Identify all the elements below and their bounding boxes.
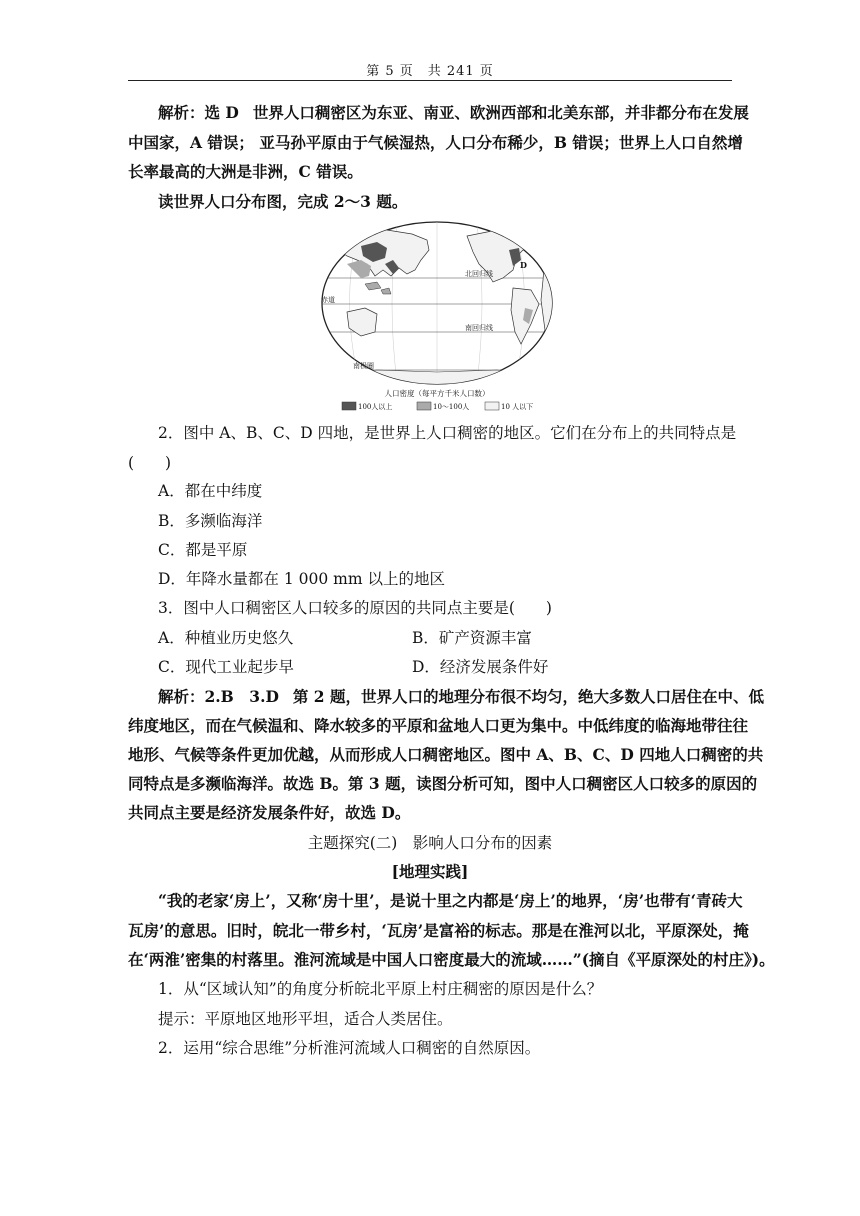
label-point-d: D xyxy=(520,260,527,270)
map-intro: 读世界人口分布图，完成 2～3 题。 xyxy=(158,192,408,211)
quote-line1: “我的老家‘房上’，又称‘房十里’，是说十里之内都是‘房上’的地界，‘房’也带有‘青砖大 xyxy=(158,891,743,910)
analysis2-line5: 共同点主要是经济发展条件好，故选 D。 xyxy=(128,803,411,822)
header-rule xyxy=(128,80,732,81)
label-tropic-south: 南回归线 xyxy=(465,324,493,332)
label-tropic-north: 北回归线 xyxy=(465,270,493,278)
analysis2-line2: 纬度地区，而在气候温和、降水较多的平原和盆地人口更为集中。中低纬度的临海地带往往 xyxy=(128,716,749,735)
analysis1-prefix: 解析：选 D xyxy=(158,103,239,122)
analysis1-line1 xyxy=(158,102,749,124)
q3-option-d: D．经济发展条件好 xyxy=(412,658,549,676)
analysis2-line1 xyxy=(158,686,764,708)
analysis2-text1: 第 2 题，世界人口的地理分布很不均匀，绝大多数人口居住在中、低 xyxy=(292,687,764,706)
label-equator: 赤道 xyxy=(321,296,335,304)
section-title: 主题探究(二) 影响人口分布的因素 xyxy=(307,834,553,852)
practice-hint1: 提示：平原地区地形平坦，适合人类居住。 xyxy=(158,1010,453,1028)
q2-option-a: A．都在中纬度 xyxy=(158,482,263,500)
q3-option-a: A．种植业历史悠久 xyxy=(158,629,294,647)
analysis1-line3: 长率最高的大洲是非洲，C 错误。 xyxy=(128,162,363,181)
analysis2-line4: 同特点是多濒临海洋。故选 B。第 3 题，读图分析可知，图中人口稠密区人口较多的原因的 xyxy=(128,774,758,793)
label-antarctic: 南极圈 xyxy=(353,362,374,370)
legend-swatch-low xyxy=(485,402,499,410)
analysis1-text1: 世界人口稠密区为东亚、南亚、欧洲西部和北美东部，并非都分布在发展 xyxy=(252,103,749,122)
quote-line2: 瓦房’的意思。旧时，皖北一带乡村，‘瓦房’是富裕的标志。那是在淮河以北，平原深处，掩 xyxy=(128,921,749,940)
density-europe-west xyxy=(547,256,553,270)
q3-stem: 3．图中人口稠密区人口较多的原因的共同点主要是( ) xyxy=(158,599,552,617)
q3-option-b: B．矿产资源丰富 xyxy=(412,629,532,647)
q2-stem-line2: ( ) xyxy=(128,454,172,472)
analysis1-line2: 中国家，A 错误； 亚马孙平原由于气候湿热，人口分布稀少，B 错误；世界上人口自然增 xyxy=(128,133,743,152)
quote-line3: 在‘两淮’密集的村落里。淮河流域是中国人口密度最大的流域……”(摘自《平原深处的村庄》)。 xyxy=(128,950,775,969)
q3-option-c: C．现代工业起步早 xyxy=(158,658,294,676)
continent-antarctica xyxy=(327,370,549,390)
section-subtitle: [地理实践] xyxy=(391,862,469,881)
legend-low: 10 人以下 xyxy=(501,403,534,411)
practice-q2: 2．运用“综合思维”分析淮河流域人口稠密的自然原因。 xyxy=(158,1039,541,1057)
q2-option-c: C．都是平原 xyxy=(158,541,248,559)
legend-mid: 10～100人 xyxy=(433,403,470,411)
analysis2-line3: 地形、气候等条件更加优越，从而形成人口稠密地区。图中 A、B、C、D 四地人口稠密的共 xyxy=(128,745,764,764)
practice-q1: 1．从“区域认知”的角度分析皖北平原上村庄稠密的原因是什么？ xyxy=(158,980,603,998)
q2-stem-line1: 2．图中 A、B、C、D 四地，是世界上人口稠密的地区。它们在分布上的共同特点是 xyxy=(158,424,737,442)
legend-title: 人口密度（每平方千米人口数） xyxy=(384,389,490,398)
page-header: 第 5 页 共 241 页 xyxy=(366,64,494,79)
world-population-map xyxy=(317,220,557,416)
q2-option-d: D．年降水量都在 1 000 mm 以上的地区 xyxy=(158,570,445,588)
legend-swatch-high xyxy=(342,402,356,410)
analysis2-prefix: 解析：2.B 3.D xyxy=(158,687,279,706)
legend-high: 100人以上 xyxy=(358,403,393,411)
legend-swatch-mid xyxy=(417,402,431,410)
q2-option-b: B．多濒临海洋 xyxy=(158,512,263,530)
